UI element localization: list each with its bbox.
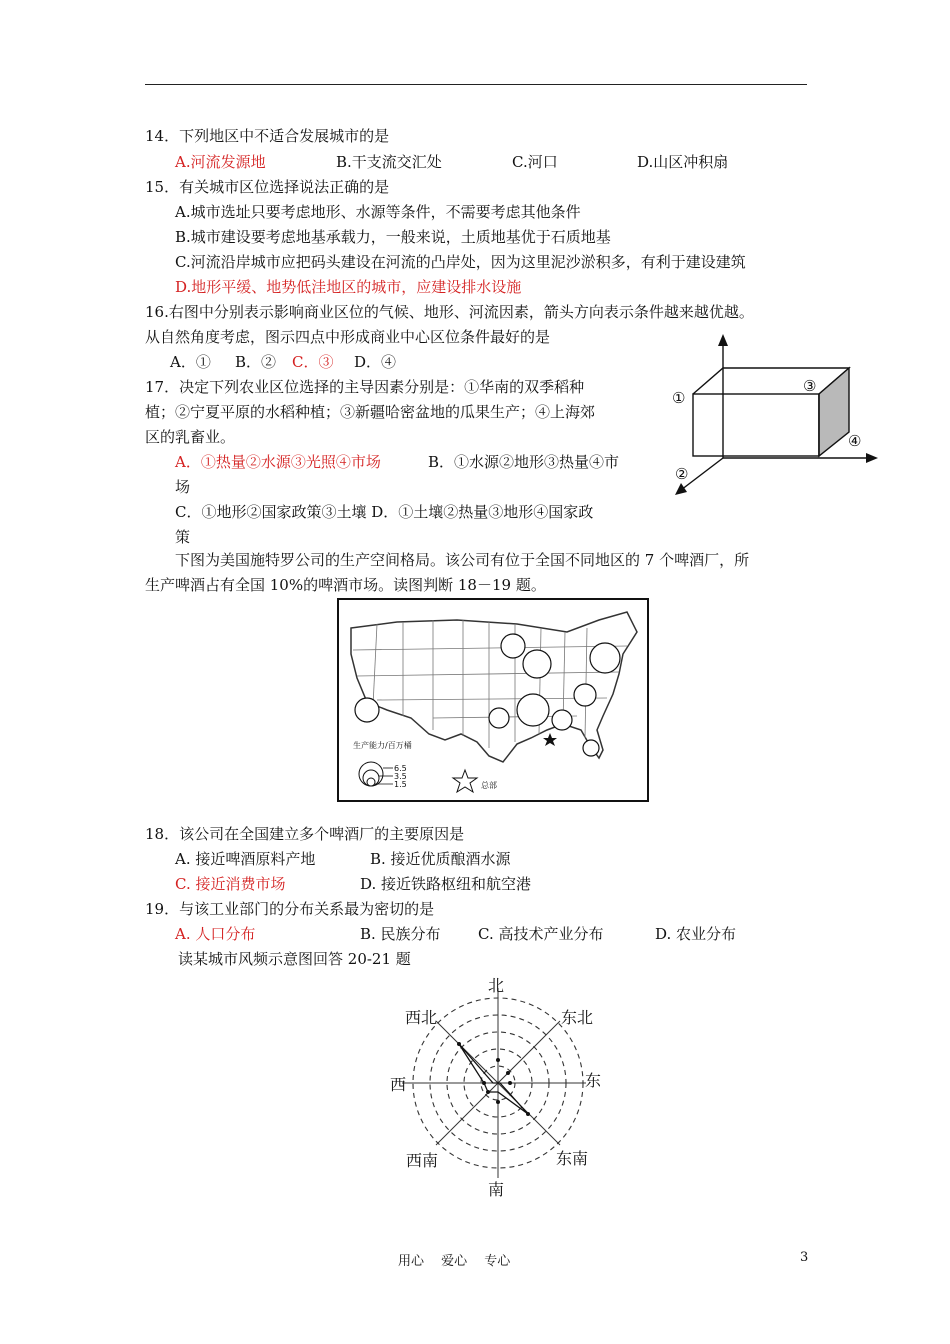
q16-option-a: A．① [170,353,211,371]
q16-option-b: B．② [235,353,277,371]
q15-option-d: D.地形平缓、地势低洼地区的城市，应建设排水设施 [175,278,522,296]
cube-label-2: ② [675,465,689,483]
q14-option-c: C.河口 [512,153,558,171]
q16-line1: 16.右图中分别表示影响商业区位的气候、地形、河流因素，箭头方向表示条件越来越优越。 [145,303,754,321]
wind-label-n: 北 [488,976,505,995]
wind-label-sw: 西南 [406,1151,439,1170]
wind-label-se: 东南 [556,1149,589,1168]
brewery-circle [574,684,596,706]
q18-option-c: C. 接近消费市场 [175,875,286,893]
cube-right-face [819,368,849,456]
map-legend-value-3: 1.5 [394,780,407,789]
footer-motto: 用心 爱心 专心 [398,1254,511,1269]
q18-option-b: B. 接近优质酿酒水源 [370,850,511,868]
intro-18-line1: 下图为美国施特罗公司的生产空间格局。该公司有位于全国不同地区的 7 个啤酒厂，所 [175,551,750,569]
q17-line2: 植；②宁夏平原的水稻种植；③新疆哈密盆地的瓜果生产；④上海郊 [145,403,596,421]
q17-option-b-line1: B．①水源②地形③热量④市 [428,453,620,471]
cube-label-4: ④ [848,432,862,450]
brewery-circle [590,643,620,673]
q17-options-cd-line1: C．①地形②国家政策③土壤 D．①土壤②热量③地形④国家政 [175,503,594,521]
header-rule [145,84,807,85]
q19-option-d: D. 农业分布 [655,925,737,943]
q17-line1: 17．决定下列农业区位选择的主导因素分别是：①华南的双季稻种 [145,378,585,396]
q19-option-c: C. 高技术产业分布 [478,925,604,943]
cube-front-face [693,394,819,456]
q17-options-cd-line2: 策 [175,528,191,546]
q18-stem: 18．该公司在全国建立多个啤酒厂的主要原因是 [145,825,465,843]
cube-axis-diag-arrowhead [675,483,687,495]
map-legend-value-2: 3.5 [394,772,407,781]
page-number: 3 [800,1250,809,1265]
q18-option-d: D. 接近铁路枢纽和航空港 [360,875,532,893]
q17-option-a: A．①热量②水源③光照④市场 [175,453,381,471]
wind-label-nw: 西北 [405,1008,438,1027]
brewery-circle [552,710,572,730]
location-factor-cube-diagram [665,330,885,500]
q19-option-a: A. 人口分布 [175,925,256,943]
brewery-circle [523,650,551,678]
map-legend-value-1: 6.5 [394,764,407,773]
us-brewery-map [337,598,649,802]
map-legend-title: 生产能力/百万桶 [353,741,412,750]
legend-circles [359,762,383,786]
q16-option-c: C．③ [292,353,334,371]
q16-option-d: D．④ [354,353,397,371]
q14-option-a: A.河流发源地 [175,153,266,171]
brewery-circle [583,740,599,756]
q16-line2: 从自然角度考虑，图示四点中形成商业中心区位条件最好的是 [145,328,551,346]
q18-option-a: A. 接近啤酒原料产地 [175,850,316,868]
intro-18-line2: 生产啤酒占有全国 10%的啤酒市场。读图判断 18－19 题。 [145,576,546,594]
map-legend-hq: 总部 [481,781,497,790]
wind-label-e: 东 [585,1071,602,1090]
brewery-circle [517,694,549,726]
brewery-circle [489,708,509,728]
cube-axis-up-arrowhead [718,334,728,346]
brewery-circle [355,698,379,722]
brewery-circle [501,634,525,658]
wind-label-w: 西 [390,1075,407,1094]
q15-option-a: A.城市选址只要考虑地形、水源等条件，不需要考虑其他条件 [175,203,581,221]
q17-option-b-line2: 场 [175,478,191,496]
q17-line3: 区的乳畜业。 [145,428,236,446]
intro-20: 读某城市风频示意图回答 20-21 题 [178,950,411,968]
q19-option-b: B. 民族分布 [360,925,441,943]
cube-label-3: ③ [803,377,817,395]
q15-option-c: C.河流沿岸城市应把码头建设在河流的凸岸处，因为这里泥沙淤积多，有利于建设建筑 [175,253,746,271]
q14-option-b: B.干支流交汇处 [336,153,442,171]
q14-stem: 14．下列地区中不适合发展城市的是 [145,127,390,145]
q19-stem: 19．与该工业部门的分布关系最为密切的是 [145,900,435,918]
cube-axis-right-arrowhead [866,453,878,463]
q14-option-d: D.山区冲积扇 [637,153,729,171]
wind-label-ne: 东北 [561,1008,594,1027]
wind-label-s: 南 [488,1180,505,1199]
q15-option-b: B.城市建设要考虑地基承载力，一般来说，土质地基优于石质地基 [175,228,611,246]
q15-stem: 15．有关城市区位选择说法正确的是 [145,178,390,196]
cube-label-1: ① [672,389,686,407]
